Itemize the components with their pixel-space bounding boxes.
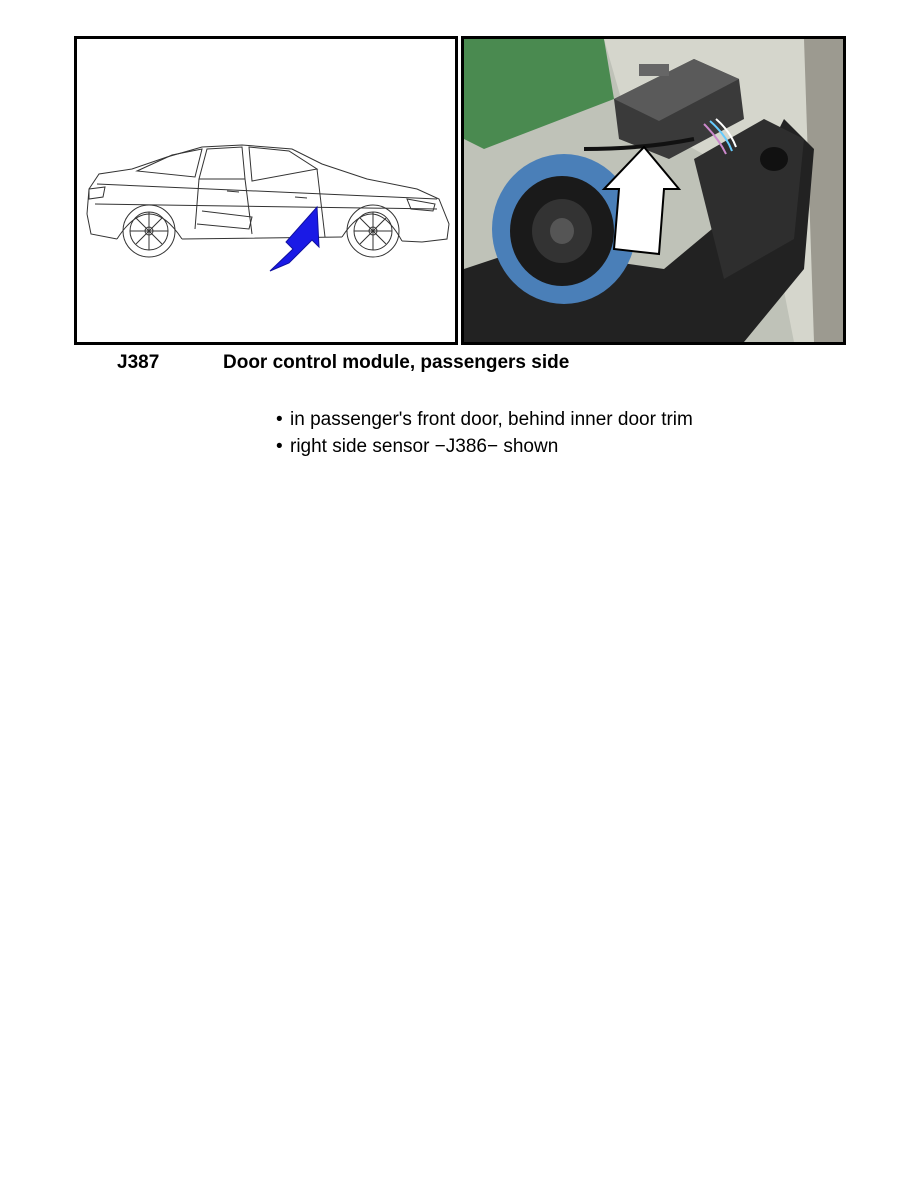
note-item: • in passenger's front door, behind inner door trim — [276, 406, 693, 433]
vehicle-location-diagram — [74, 36, 458, 345]
door-interior-photo — [461, 36, 846, 345]
component-title: Door control module, passengers side — [223, 352, 570, 373]
location-notes — [276, 406, 693, 460]
sedan-line-drawing — [77, 39, 455, 342]
note-item: • right side sensor −J386− shown — [276, 433, 693, 460]
wheels — [123, 205, 399, 257]
component-code: J387 — [117, 352, 160, 373]
door-control-module-photo — [464, 39, 843, 342]
location-arrow-icon — [270, 207, 319, 271]
